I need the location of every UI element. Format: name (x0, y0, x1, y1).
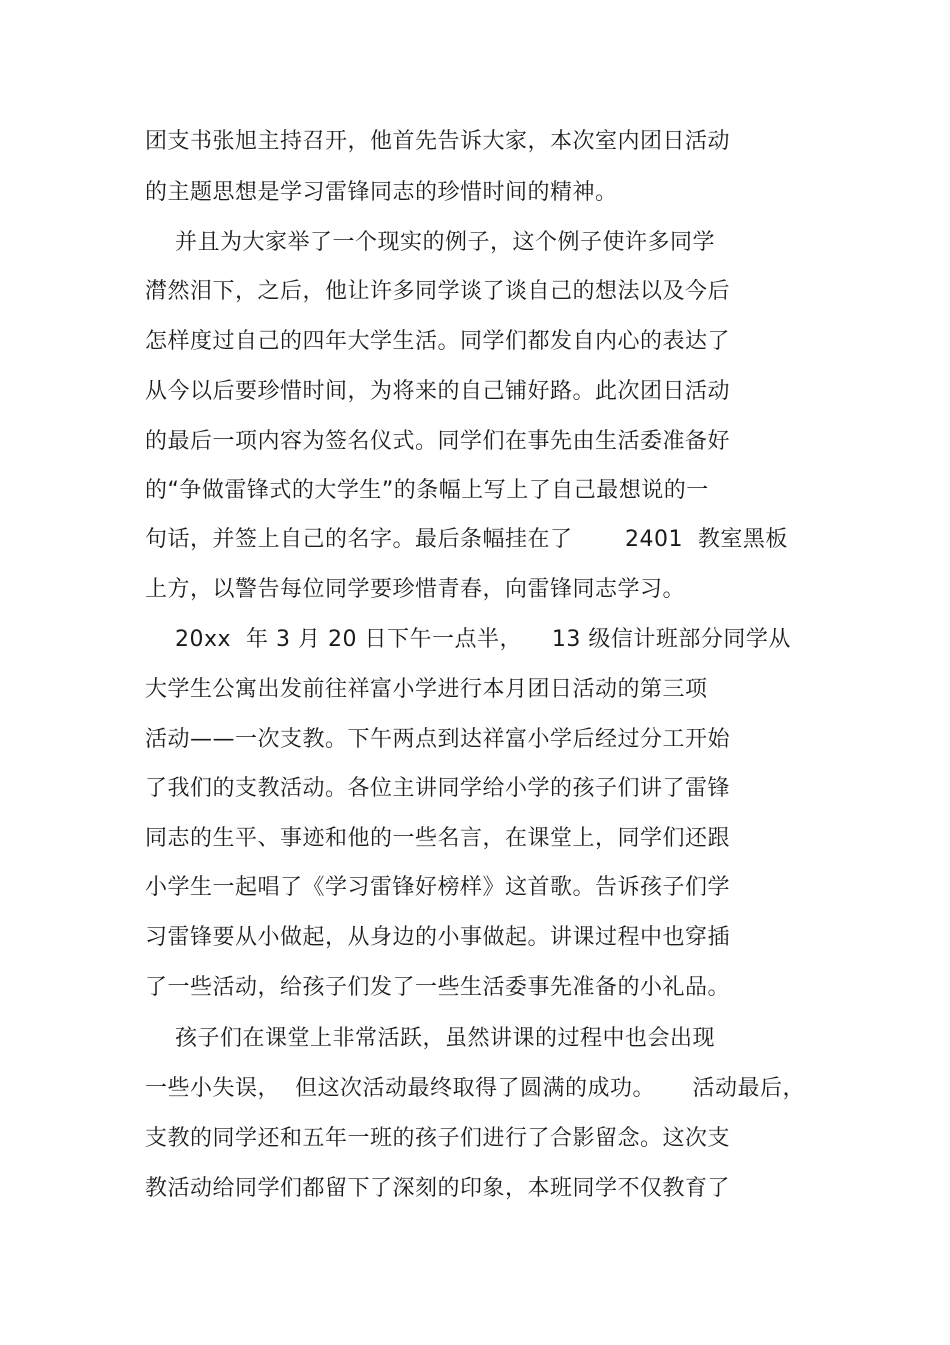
text-line: 一些小失误， 但这次活动最终取得了圆满的成功。 活动最后， (145, 1076, 805, 1101)
text-line: 的主题思想是学习雷锋同志的珍惜时间的精神。 (145, 180, 618, 205)
text-line: 同志的生平、事迹和他的一些名言，在课堂上，同学们还跟 (145, 826, 731, 851)
text-line: 潸然泪下，之后，他让许多同学谈了谈自己的想法以及今后 (145, 279, 731, 304)
text-line: 从今以后要珍惜时间，为将来的自己铺好路。此次团日活动 (145, 379, 731, 404)
text-line: 的“争做雷锋式的大学生”的条幅上写上了自己最想说的一 (145, 478, 709, 503)
text-line: 了我们的支教活动。各位主讲同学给小学的孩子们讲了雷锋 (145, 776, 731, 801)
text-line: 的最后一项内容为签名仪式。同学们在事先由生活委准备好 (145, 429, 731, 454)
text-line: 上方，以警告每位同学要珍惜青春，向雷锋同志学习。 (145, 577, 686, 602)
text-line: 怎样度过自己的四年大学生活。同学们都发自内心的表达了 (145, 329, 731, 354)
text-line: 了一些活动，给孩子们发了一些生活委事先准备的小礼品。 (145, 975, 731, 1000)
text-line: 大学生公寓出发前往祥富小学进行本月团日活动的第三项 (145, 677, 708, 702)
text-line: 团支书张旭主持召开，他首先告诉大家，本次室内团日活动 (145, 129, 731, 154)
text-line: 活动——一次支教。下午两点到达祥富小学后经过分工开始 (145, 727, 731, 752)
text-line: 句话，并签上自己的名字。最后条幅挂在了 2401 教室黑板 (145, 527, 788, 552)
text-line: 教活动给同学们都留下了深刻的印象，本班同学不仅教育了 (145, 1176, 731, 1201)
text-line: 小学生一起唱了《学习雷锋好榜样》这首歌。告诉孩子们学 (145, 875, 731, 900)
text-line: 20xx 年 3 月 20 日下午一点半， 13 级信计班部分同学从 (145, 627, 791, 652)
text-line: 支教的同学还和五年一班的孩子们进行了合影留念。这次支 (145, 1126, 731, 1151)
text-line: 孩子们在课堂上非常活跃，虽然讲课的过程中也会出现 (145, 1026, 715, 1051)
text-line: 习雷锋要从小做起，从身边的小事做起。讲课过程中也穿插 (145, 925, 731, 950)
text-line: 并且为大家举了一个现实的例子，这个例子使许多同学 (145, 230, 715, 255)
